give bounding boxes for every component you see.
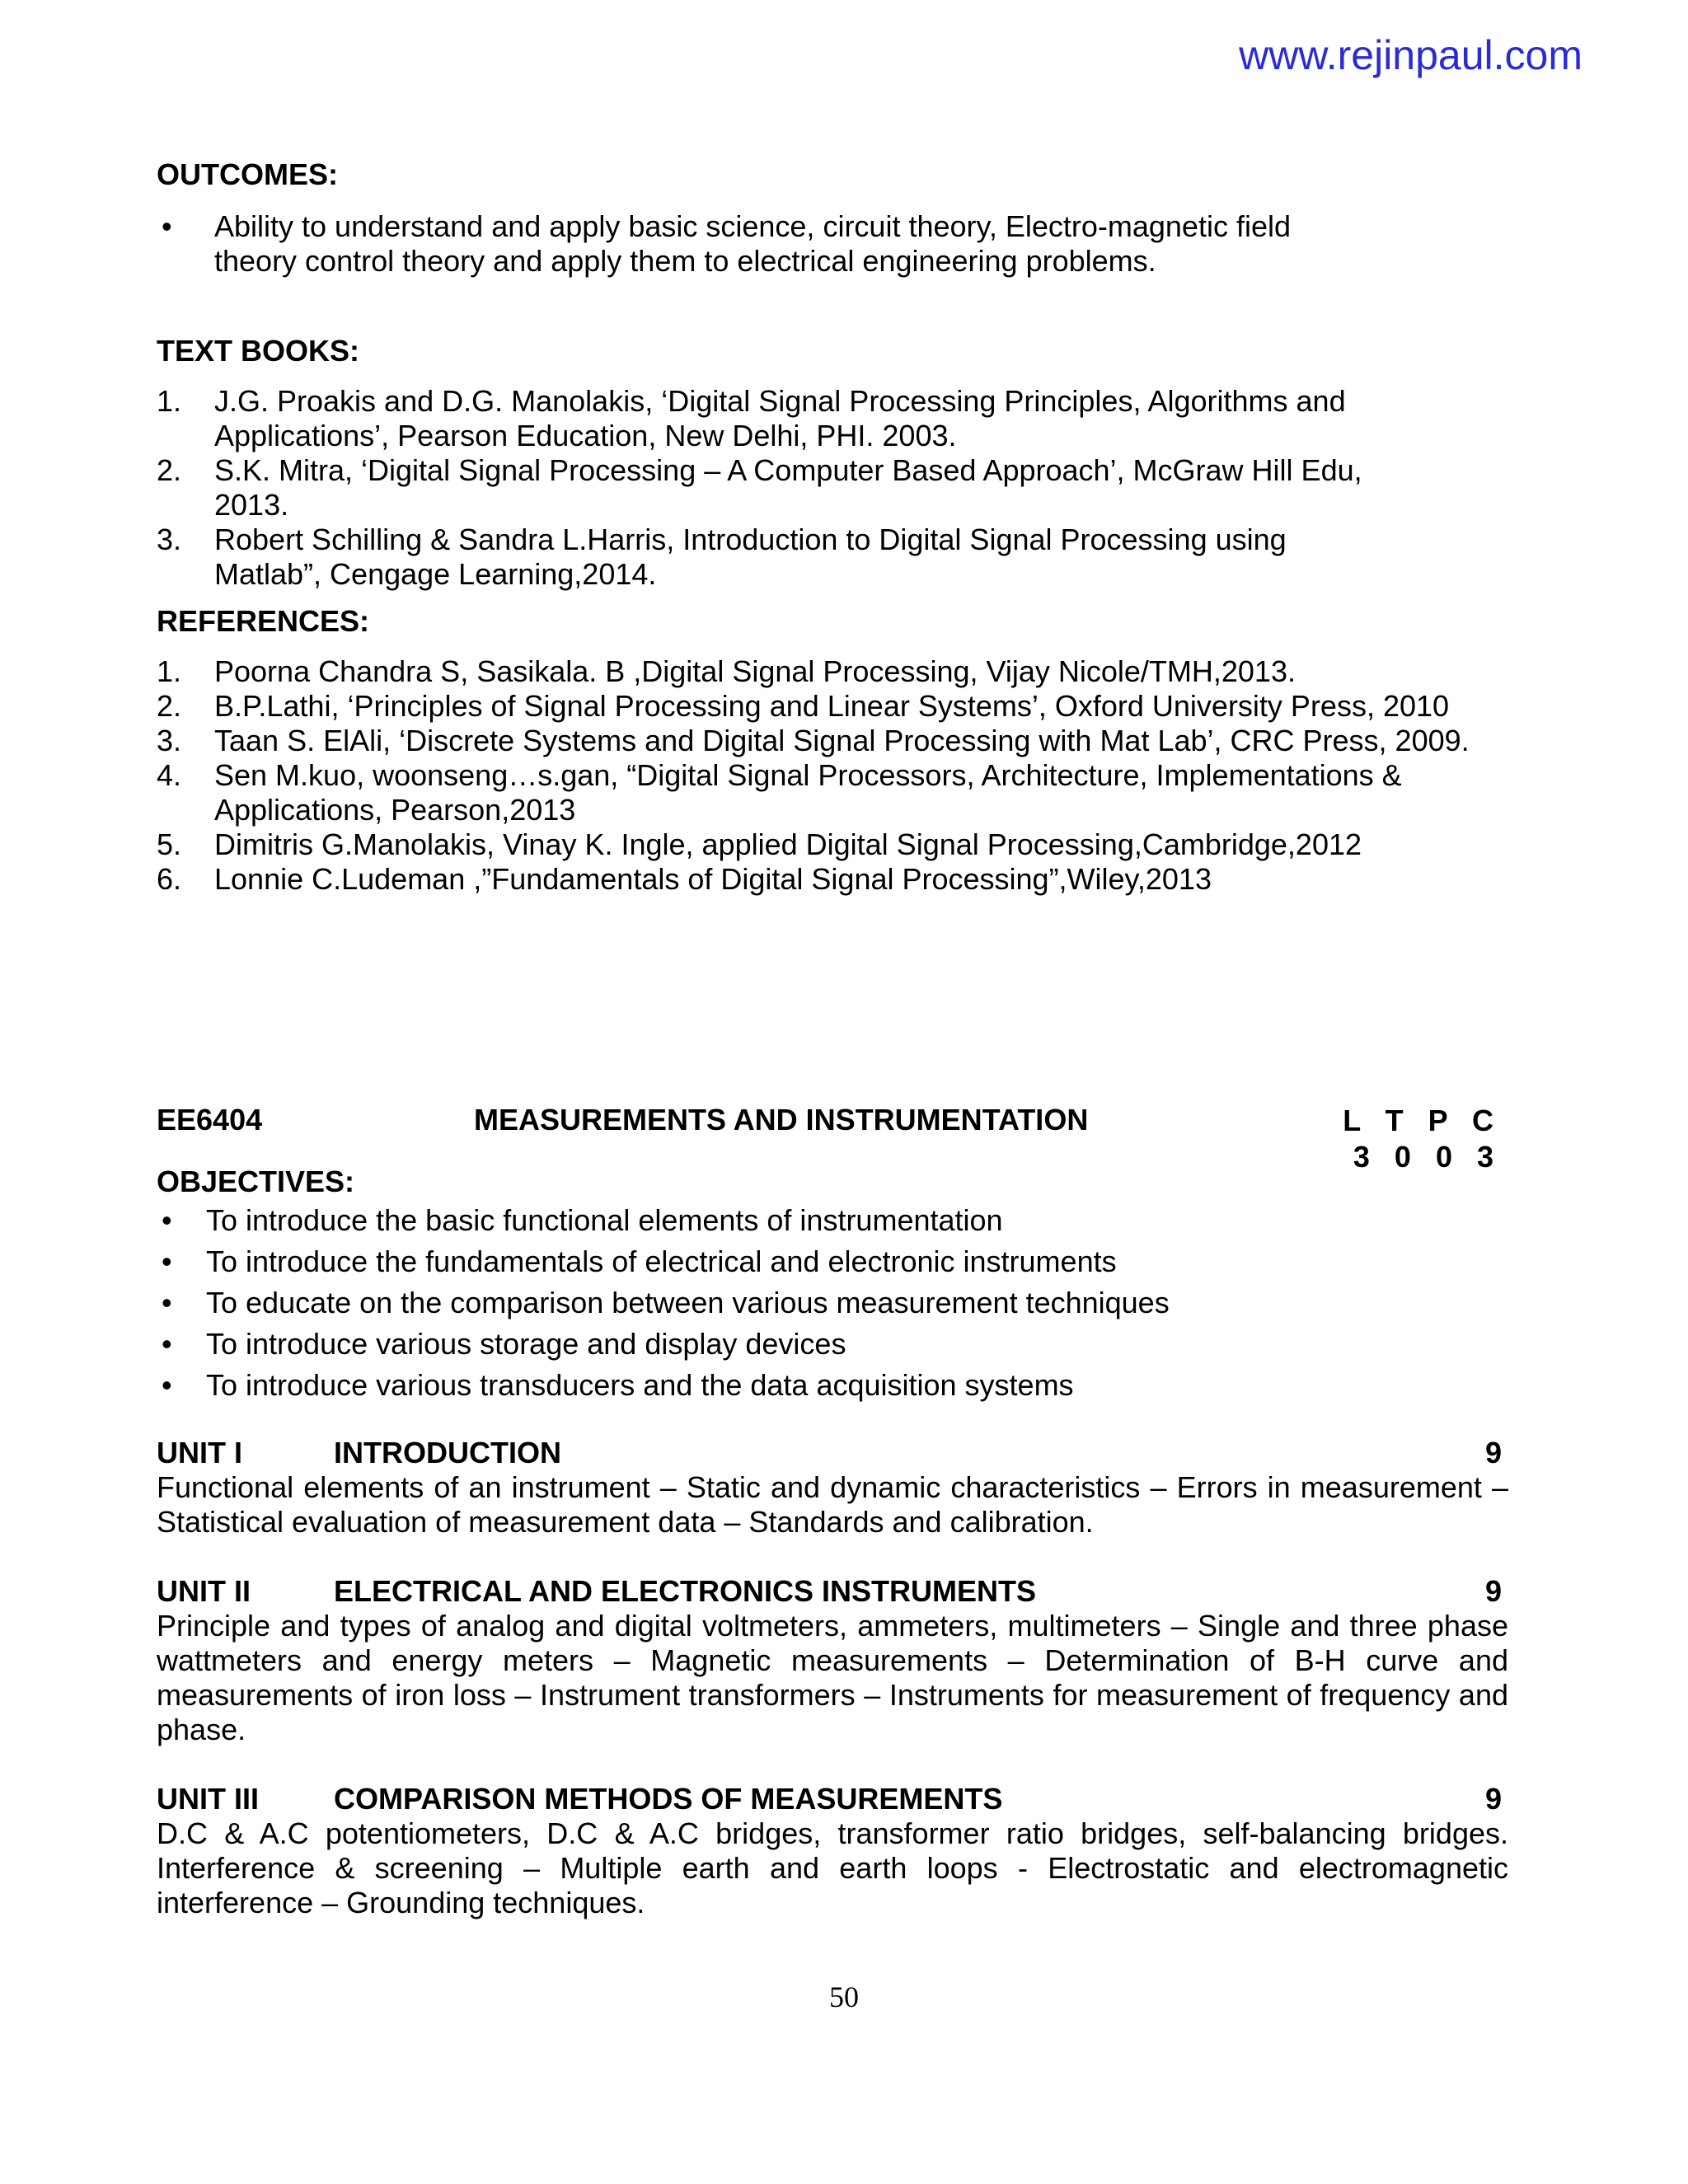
list-item	[157, 758, 1434, 827]
objectives-heading: OBJECTIVES:	[157, 1165, 355, 1198]
site-link[interactable]: www.rejinpaul.com	[1239, 32, 1582, 78]
unit-header	[157, 1436, 1508, 1470]
unit-number: UNIT III	[157, 1782, 259, 1816]
unit-2	[157, 1574, 1508, 1747]
item-text: S.K. Mitra, ‘Digital Signal Processing – A Computer Based Approach’, McGraw Hill Edu, 2013.	[214, 453, 1362, 522]
item-text: Dimitris G.Manolakis, Vinay K. Ingle, applied Digital Signal Processing,Cambridge,2012	[214, 827, 1362, 861]
unit-title: COMPARISON METHODS OF MEASUREMENTS	[334, 1782, 1003, 1816]
unit-description: D.C & A.C potentiometers, D.C & A.C bridges, transformer ratio bridges, self-balancing bridges. Interference & screening – Multiple earth and earth loops - Electrostatic and electromagnetic interference – Grounding techniques.	[157, 1816, 1508, 1919]
outcomes-heading: OUTCOMES:	[157, 157, 338, 191]
item-number: 3.	[157, 523, 182, 556]
item-number: 1.	[157, 384, 182, 418]
unit-header	[157, 1574, 1508, 1609]
item-text: Robert Schilling & Sandra L.Harris, Introduction to Digital Signal Processing using Matlab”, Cengage Learning,2014.	[214, 523, 1287, 591]
item-text: Taan S. ElAli, ‘Discrete Systems and Digital Signal Processing with Mat Lab’, CRC Press, 2009.	[214, 724, 1470, 757]
textbooks-section	[157, 333, 1508, 592]
list-item	[157, 523, 1368, 592]
item-text: J.G. Proakis and D.G. Manolakis, ‘Digital Signal Processing Principles, Algorithms and Applications’, Pearson Education, New Delhi, PHI. 2003.	[214, 384, 1346, 452]
unit-hours: 9	[1484, 1436, 1502, 1469]
unit-title: ELECTRICAL AND ELECTRONICS INSTRUMENTS	[334, 1574, 1037, 1608]
ltpc-block	[1343, 1103, 1502, 1175]
list-item	[157, 453, 1368, 523]
textbooks-list	[157, 384, 1368, 592]
list-item: • To introduce the basic functional elements of instrumentation	[157, 1200, 1508, 1241]
item-text: B.P.Lathi, ‘Principles of Signal Processing and Linear Systems’, Oxford University Press, 2010	[214, 689, 1450, 723]
list-item	[157, 384, 1368, 453]
unit-description: Functional elements of an instrument – Static and dynamic characteristics – Errors in measurement – Statistical evaluation of measurement data – Standards and calibration.	[157, 1470, 1508, 1539]
unit-1	[157, 1436, 1508, 1540]
page-content	[157, 157, 1508, 1920]
ltpc-values: 3 0 0 3	[1353, 1140, 1502, 1174]
course-title: MEASUREMENTS AND INSTRUMENTATION	[474, 1103, 1089, 1137]
textbooks-heading: TEXT BOOKS:	[157, 334, 360, 368]
outcomes-section	[157, 157, 1508, 279]
page-number: 50	[829, 1980, 859, 2013]
ltpc-label: L T P C	[1343, 1104, 1502, 1137]
list-item	[157, 862, 1508, 897]
unit-hours: 9	[1484, 1574, 1502, 1608]
item-text: Poorna Chandra S, Sasikala. B ,Digital Signal Processing, Vijay Nicole/TMH,2013.	[214, 654, 1296, 688]
unit-number: UNIT I	[157, 1436, 242, 1469]
unit-3	[157, 1782, 1508, 1920]
list-item	[157, 689, 1508, 724]
list-item: • Ability to understand and apply basic science, circuit theory, Electro-magnetic field theory control theory and apply them to electrical engineering problems.	[157, 209, 1327, 279]
unit-hours: 9	[1484, 1782, 1502, 1816]
objectives-list	[157, 1200, 1508, 1406]
item-text: Sen M.kuo, woonseng…s.gan, “Digital Signal Processors, Architecture, Implementations & Applications, Pearson,2013	[214, 758, 1402, 827]
list-item: • To introduce the fundamentals of electrical and electronic instruments	[157, 1241, 1508, 1282]
list-item	[157, 827, 1508, 862]
course-section	[157, 1103, 1508, 1406]
item-number: 3.	[157, 724, 182, 757]
item-number: 4.	[157, 758, 182, 792]
references-section	[157, 603, 1508, 897]
course-header	[157, 1103, 1508, 1175]
item-text: Lonnie C.Ludeman ,”Fundamentals of Digital Signal Processing”,Wiley,2013	[214, 862, 1212, 896]
item-number: 2.	[157, 453, 182, 487]
list-item	[157, 654, 1508, 689]
outcomes-list	[157, 209, 1327, 279]
list-item: • To introduce various transducers and the data acquisition systems	[157, 1365, 1508, 1406]
list-item	[157, 724, 1508, 758]
list-item: • To educate on the comparison between various measurement techniques	[157, 1282, 1508, 1324]
unit-description: Principle and types of analog and digital voltmeters, ammeters, multimeters – Single and three phase wattmeters and energy meters – Magnetic measurements – Determination of B-H curve and measurements of iron loss – Instrument transformers – Instruments for measurement of frequency and phase.	[157, 1609, 1508, 1746]
list-item: • To introduce various storage and display devices	[157, 1324, 1508, 1365]
unit-number: UNIT II	[157, 1574, 251, 1608]
item-number: 2.	[157, 689, 182, 723]
item-number: 6.	[157, 862, 182, 896]
references-list	[157, 654, 1508, 897]
references-heading: REFERENCES:	[157, 604, 370, 638]
unit-title: INTRODUCTION	[334, 1436, 561, 1469]
course-code: EE6404	[157, 1103, 263, 1137]
item-number: 1.	[157, 654, 182, 688]
unit-header	[157, 1782, 1508, 1816]
item-number: 5.	[157, 827, 182, 861]
